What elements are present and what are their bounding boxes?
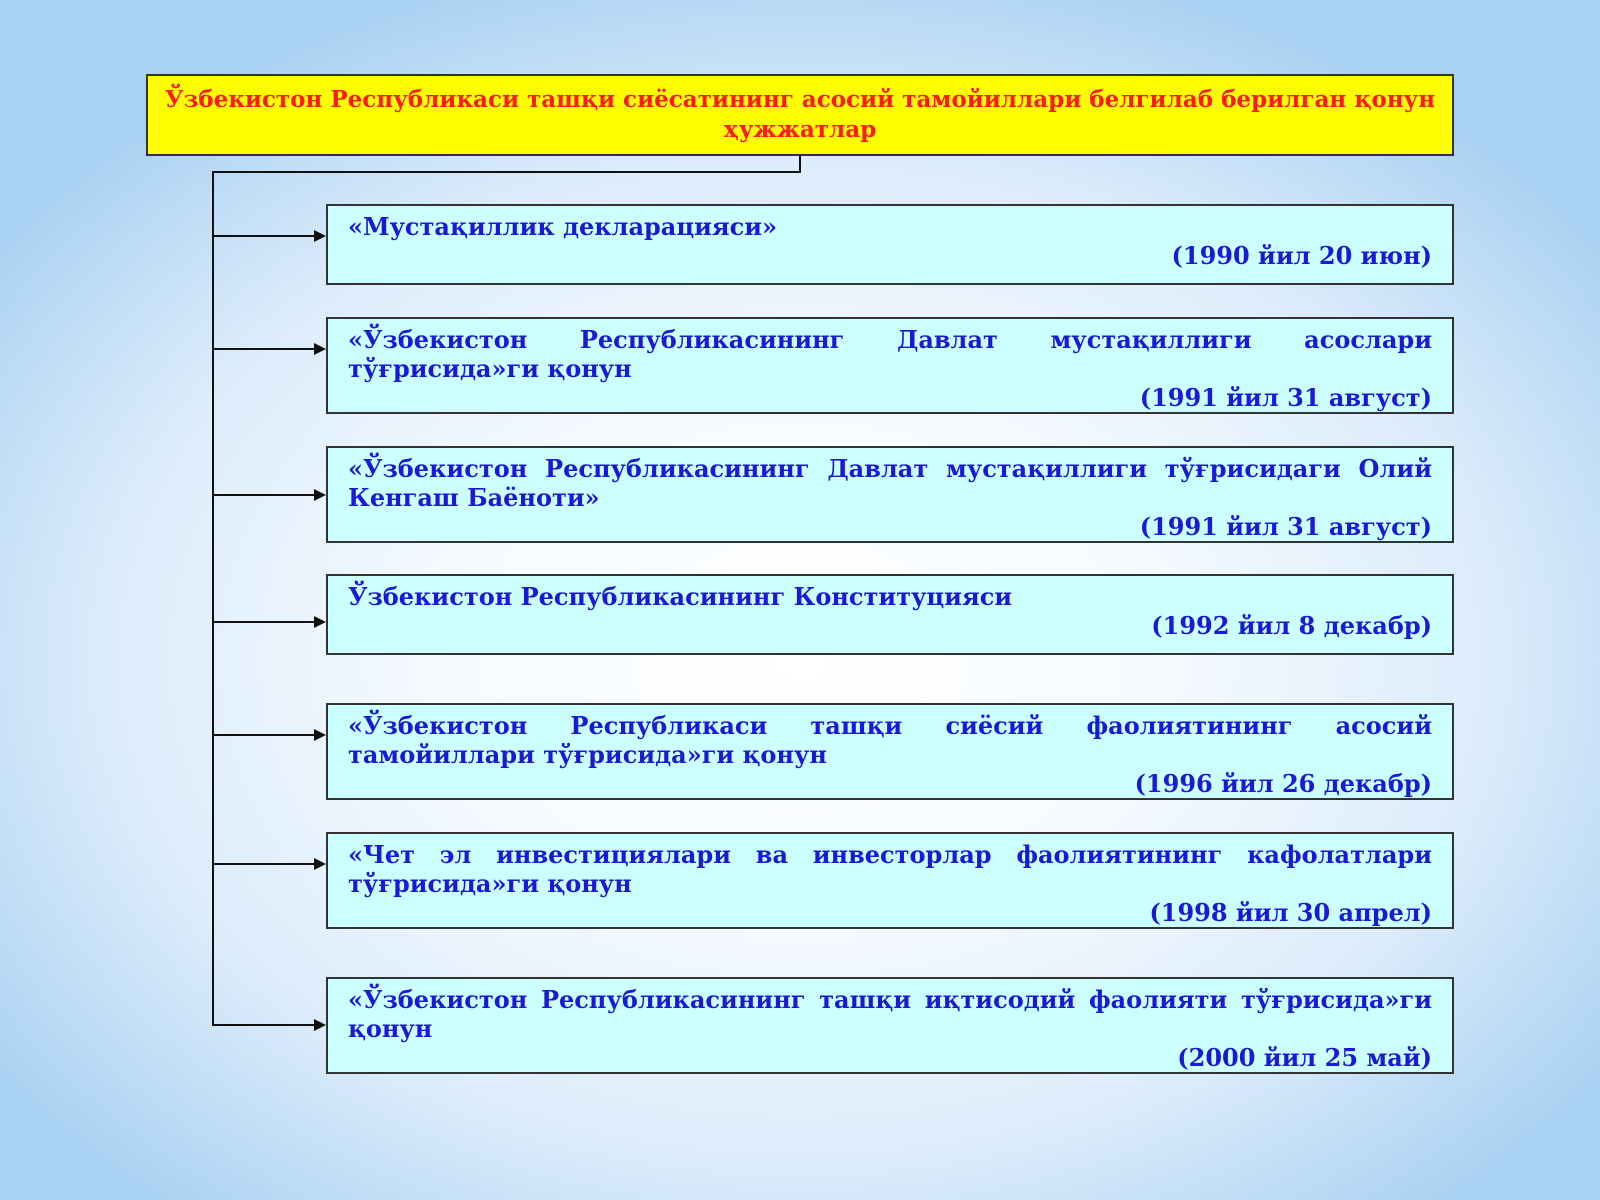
arrow-line-7 [212, 1024, 315, 1026]
document-title-4: Ўзбекистон Республикасининг Конституцияси [348, 582, 1013, 611]
document-title-6: «Чет эл инвестициялари ва инвесторлар фаолиятининг кафолатлари тўғрисида»ги қонун [348, 840, 1432, 898]
arrow-head-3 [314, 489, 326, 501]
arrow-line-5 [212, 734, 315, 736]
document-box-6 [326, 832, 1454, 929]
document-date-5: (1996 йил 26 декабр) [1134, 769, 1432, 798]
trunk-line [212, 171, 214, 1026]
arrow-line-2 [212, 348, 315, 350]
arrow-line-1 [212, 235, 315, 237]
arrow-line-6 [212, 863, 315, 865]
document-title-7: «Ўзбекистон Республикасининг ташқи иқтисодий фаолияти тўғрисида»ги қонун [348, 985, 1432, 1043]
document-box-5 [326, 703, 1454, 800]
arrow-head-5 [314, 729, 326, 741]
document-date-2: (1991 йил 31 август) [1139, 383, 1432, 412]
document-title-1: «Мустақиллик декларацияси» [348, 212, 778, 241]
arrow-line-3 [212, 494, 315, 496]
document-date-6: (1998 йил 30 апрел) [1149, 898, 1432, 927]
diagram-title: Ўзбекистон Республикаси ташқи сиёсатининг асосий тамойиллари белгилаб берилган қонун ҳужжатлар [146, 74, 1454, 156]
document-date-1: (1990 йил 20 июн) [1171, 241, 1432, 270]
arrow-head-6 [314, 858, 326, 870]
document-box-7 [326, 977, 1454, 1074]
arrow-head-7 [314, 1019, 326, 1031]
document-box-1 [326, 204, 1454, 285]
document-date-4: (1992 йил 8 декабр) [1151, 611, 1432, 640]
arrow-head-4 [314, 616, 326, 628]
document-date-7: (2000 йил 25 май) [1177, 1043, 1432, 1072]
document-date-3: (1991 йил 31 август) [1139, 512, 1432, 541]
arrow-head-2 [314, 343, 326, 355]
document-box-4 [326, 574, 1454, 655]
document-title-2: «Ўзбекистон Республикасининг Давлат мустақиллиги асослари тўғрисида»ги қонун [348, 325, 1432, 383]
title-connector-horizontal [212, 171, 801, 173]
arrow-line-4 [212, 621, 315, 623]
document-title-5: «Ўзбекистон Республикаси ташқи сиёсий фаолиятининг асосий тамойиллари тўғрисида»ги қонун [348, 711, 1432, 769]
arrow-head-1 [314, 230, 326, 242]
document-title-3: «Ўзбекистон Республикасининг Давлат мустақиллиги тўғрисидаги Олий Кенгаш Баёноти» [348, 454, 1432, 512]
document-box-3 [326, 446, 1454, 543]
document-box-2 [326, 317, 1454, 414]
